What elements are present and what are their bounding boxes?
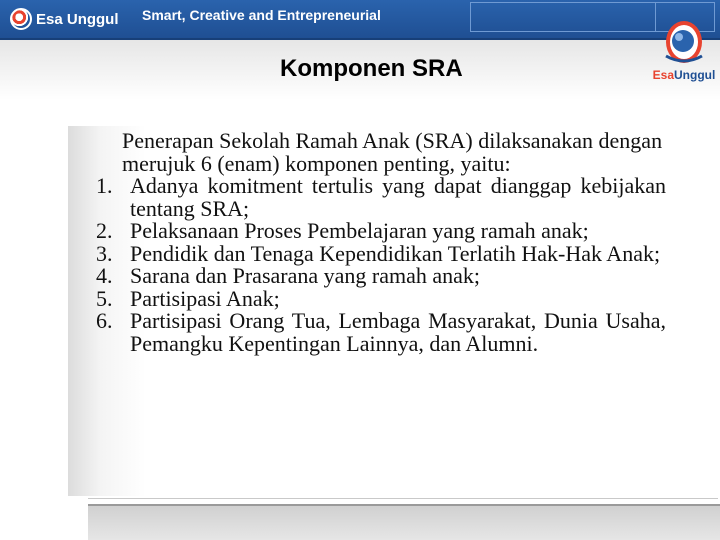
slide-title: Komponen SRA (280, 55, 463, 82)
corner-logo-text: EsaUnggul (652, 68, 716, 82)
list-item (96, 310, 666, 355)
footer-bar (88, 504, 720, 540)
header-bar (0, 0, 720, 40)
corner-logo (652, 16, 716, 86)
list-item-number: 3. (96, 240, 113, 266)
header-tagline: Smart, Creative and Entrepreneurial (142, 7, 381, 23)
list-item (96, 265, 666, 288)
list-item-number: 1. (96, 173, 113, 198)
slide-body (96, 130, 666, 355)
list-item-number: 6. (96, 308, 113, 333)
list-item-text: Partisipasi Anak; (130, 285, 280, 311)
list-item (96, 175, 666, 220)
list-item-number: 5. (96, 285, 113, 311)
globe-logo-icon (652, 16, 716, 68)
list-item-text: Pendidik dan Tenaga Kependidikan Terlatih Hak-Hak Anak; (130, 240, 661, 266)
list-item-text: Partisipasi Orang Tua, Lembaga Masyarakat, Dunia Usaha, Pemangku Kepentingan Lainnya, dan Alumni. (130, 308, 666, 356)
list-item (96, 220, 666, 243)
header-decor-box (470, 2, 656, 32)
list-item-text: Adanya komitment tertulis yang dapat dianggap kebijakan tentang SRA; (130, 173, 666, 221)
list-item-text: Pelaksanaan Proses Pembelajaran yang ramah anak; (130, 218, 589, 243)
list-item-text: Sarana dan Prasarana yang ramah anak; (130, 263, 481, 288)
list-item-number: 2. (96, 218, 113, 243)
intro-paragraph: Penerapan Sekolah Ramah Anak (SRA) dilaksanakan dengan merujuk 6 (enam) komponen penting, yaitu: (122, 128, 663, 176)
list-item (96, 285, 666, 311)
university-logo-icon (10, 8, 32, 30)
list-item (96, 240, 666, 266)
footer-divider (88, 498, 718, 499)
list-item-number: 4. (96, 263, 113, 288)
header-logo (10, 4, 130, 34)
header-logo-text: Esa Unggul (36, 10, 119, 28)
footer-bar-edge (88, 504, 720, 506)
